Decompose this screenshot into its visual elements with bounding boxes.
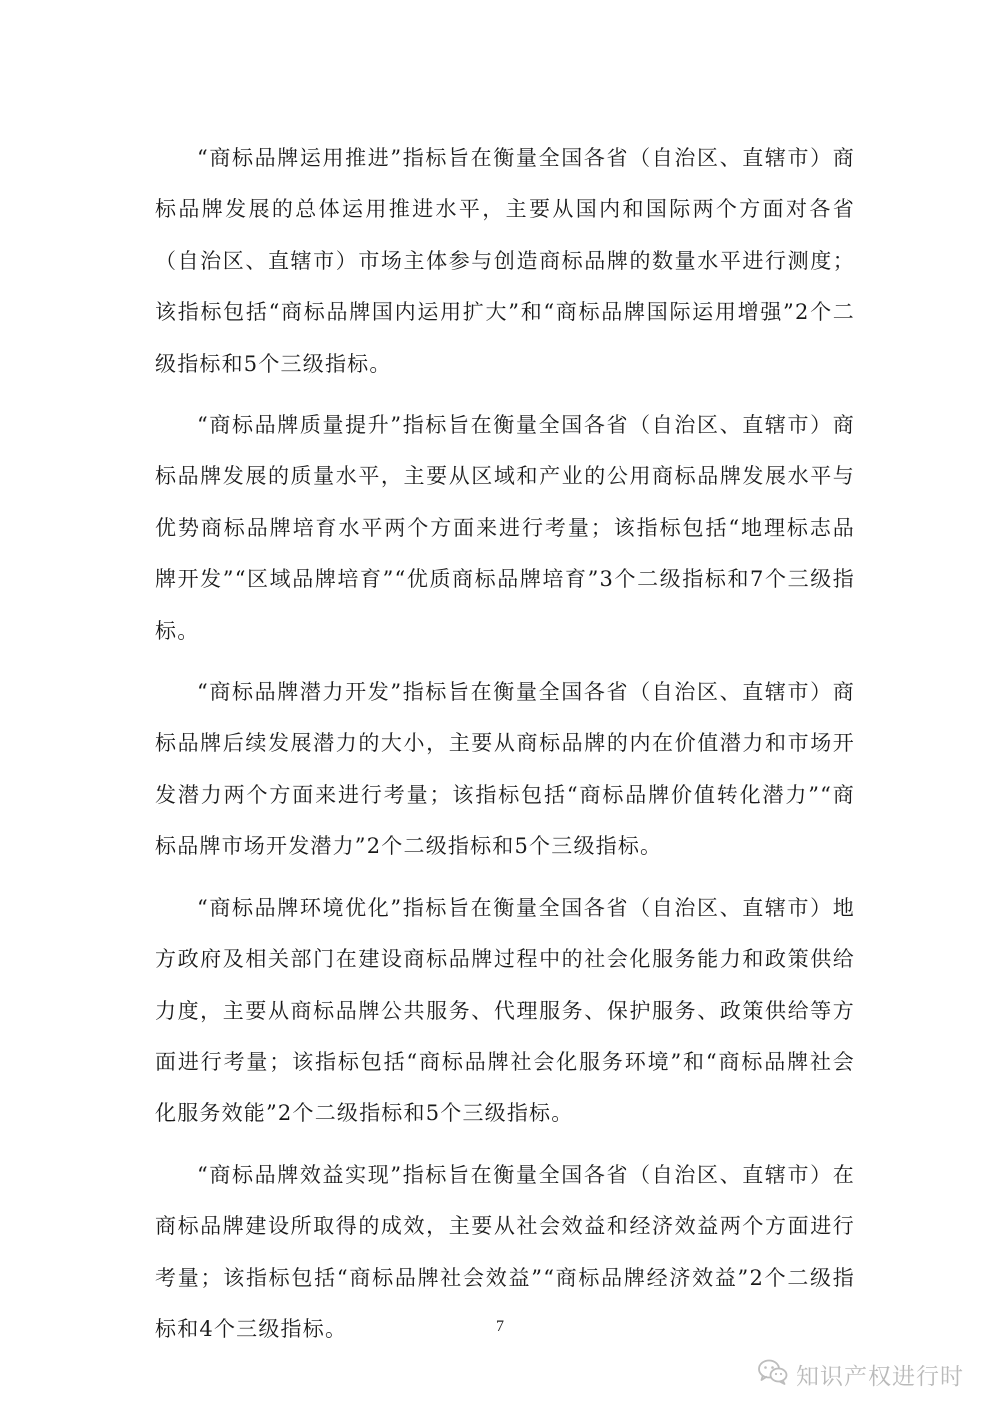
watermark bbox=[758, 1356, 964, 1392]
page-number: 7 bbox=[496, 1318, 504, 1335]
watermark-text: 知识产权进行时 bbox=[796, 1363, 964, 1390]
document-body bbox=[155, 133, 855, 1365]
paragraph-trademark-application: “商标品牌运用推进”指标旨在衡量全国各省（自治区、直辖市）商标品牌发展的总体运用推进水平，主要从国内和国际两个方面对各省（自治区、直辖市）市场主体参与创造商标品牌的数量水平进行测度；该指标包括“商标品牌国内运用扩大”和“商标品牌国际运用增强”2个二级指标和5个三级指标。 bbox=[155, 146, 855, 376]
paragraph-trademark-quality: “商标品牌质量提升”指标旨在衡量全国各省（自治区、直辖市）商标品牌发展的质量水平，主要从区域和产业的公用商标品牌发展水平与优势商标品牌培育水平两个方面来进行考量；该指标包括“地理标志品牌开发”“区域品牌培育”“优质商标品牌培育”3个二级指标和7个三级指标。 bbox=[155, 413, 855, 643]
paragraph-trademark-environment: “商标品牌环境优化”指标旨在衡量全国各省（自治区、直辖市）地方政府及相关部门在建设商标品牌过程中的社会化服务能力和政策供给力度，主要从商标品牌公共服务、代理服务、保护服务、政策供给等方面进行考量；该指标包括“商标品牌社会化服务环境”和“商标品牌社会化服务效能”2个二级指标和5个三级指标。 bbox=[155, 895, 855, 1126]
paragraph-trademark-potential: “商标品牌潜力开发”指标旨在衡量全国各省（自治区、直辖市）商标品牌后续发展潜力的大小，主要从商标品牌的内在价值潜力和市场开发潜力两个方面来进行考量；该指标包括“商标品牌价值转化潜力”“商标品牌市场开发潜力”2个二级指标和5个三级指标。 bbox=[155, 680, 855, 859]
paragraph-trademark-benefit: “商标品牌效益实现”指标旨在衡量全国各省（自治区、直辖市）在商标品牌建设所取得的成效，主要从社会效益和经济效益两个方面进行考量；该指标包括“商标品牌社会效益”“商标品牌经济效益”2个二级指标和4个三级指标。 bbox=[155, 1162, 855, 1341]
wechat-icon bbox=[758, 1359, 788, 1389]
